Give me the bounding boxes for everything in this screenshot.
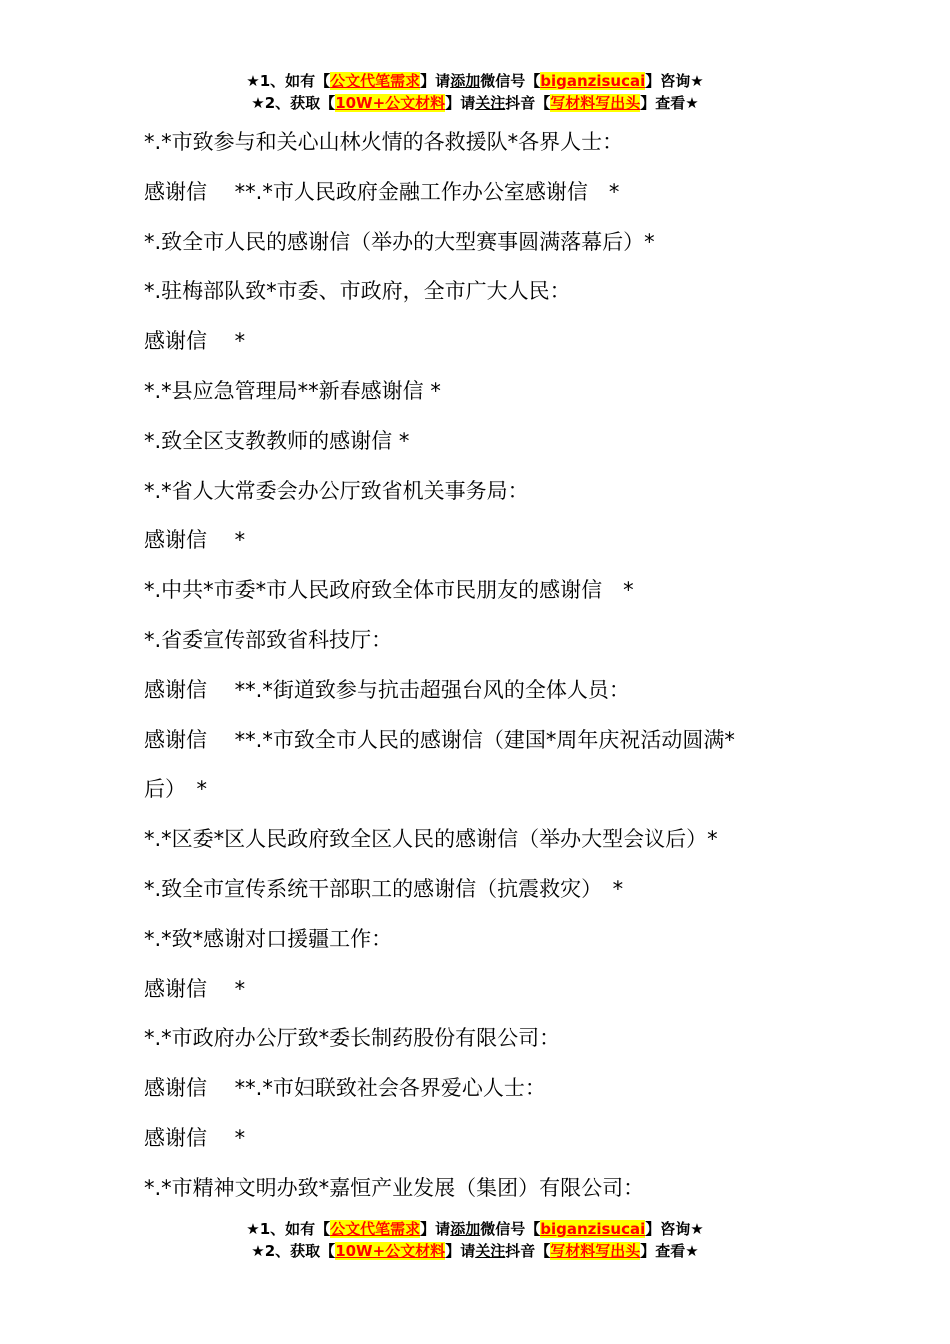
banner-line-1 — [0, 70, 950, 92]
body-line: 感谢信 * — [144, 976, 246, 1001]
banner-text: 】请 — [445, 94, 476, 112]
body-line: *.*区委*区人民政府致全区人民的感谢信（举办大型会议后）* — [144, 827, 718, 852]
banner-text: 微信号【 — [480, 72, 541, 90]
banner-text: 抖音【 — [505, 1242, 551, 1260]
body-line: 感谢信 * — [144, 528, 246, 553]
banner-text: 】咨询★ — [645, 72, 704, 90]
banner-text: 微信号【 — [480, 1220, 541, 1238]
banner-text: ★2、获取【 — [251, 94, 336, 112]
body-line: *.*致*感谢对口援疆工作： — [144, 926, 393, 951]
banner-highlight: 10W+公文材料 — [335, 94, 446, 112]
banner-text: 】请 — [420, 72, 451, 90]
body-line: 感谢信 * — [144, 1125, 246, 1150]
banner-text: ★1、如有【 — [246, 1220, 331, 1238]
banner-text: 】请 — [420, 1220, 451, 1238]
banner-line-2 — [0, 92, 950, 114]
footer-banner — [0, 1218, 950, 1262]
banner-highlight: 公文代笔需求 — [330, 1220, 421, 1238]
banner-highlight: biganzisucai — [540, 72, 646, 90]
banner-highlight: 10W+公文材料 — [335, 1242, 446, 1260]
body-line: *.*市致参与和关心山林火情的各救援队*各界人士： — [144, 130, 624, 154]
body-line: 感谢信 **.*市妇联致社会各界爱心人士： — [144, 1076, 546, 1101]
document-body — [144, 118, 824, 1214]
body-line: 感谢信 **.*市人民政府金融工作办公室感谢信 * — [144, 179, 620, 204]
body-line: *.中共*市委*市人民政府致全体市民朋友的感谢信 * — [144, 578, 634, 603]
body-line: *.*县应急管理局**新春感谢信 * — [144, 378, 441, 403]
body-line: 感谢信 * — [144, 329, 246, 354]
banner-text: 】查看★ — [640, 94, 699, 112]
banner-underline: 关注 — [475, 94, 506, 112]
body-line: *.致全区支教教师的感谢信 * — [144, 428, 410, 453]
banner-underline: 添加 — [450, 1220, 481, 1238]
banner-text: 】查看★ — [640, 1242, 699, 1260]
banner-text: ★1、如有【 — [246, 72, 331, 90]
body-line: *.*省人大常委会办公厅致省机关事务局： — [144, 478, 529, 503]
banner-highlight: 写材料写出头 — [550, 94, 641, 112]
body-line: *.*市精神文明办致*嘉恒产业发展（集团）有限公司： — [144, 1175, 645, 1200]
body-line: *.驻梅部队致*市委、市政府，全市广大人民： — [144, 279, 571, 304]
banner-line-2 — [0, 1240, 950, 1262]
banner-text: 抖音【 — [505, 94, 551, 112]
banner-highlight: biganzisucai — [540, 1220, 646, 1238]
body-line: *.致全市宣传系统干部职工的感谢信（抗震救灾） * — [144, 876, 624, 901]
header-banner — [0, 70, 950, 114]
banner-line-1 — [0, 1218, 950, 1240]
banner-highlight: 公文代笔需求 — [330, 72, 421, 90]
body-line: *.省委宣传部致省科技厅： — [144, 627, 393, 652]
body-line: *.致全市人民的感谢信（举办的大型赛事圆满落幕后）* — [144, 229, 655, 254]
banner-text: 】请 — [445, 1242, 476, 1260]
banner-text: 】咨询★ — [645, 1220, 704, 1238]
banner-underline: 添加 — [450, 72, 481, 90]
banner-highlight: 写材料写出头 — [550, 1242, 641, 1260]
body-line: *.*市政府办公厅致*委长制药股份有限公司： — [144, 1026, 561, 1051]
banner-text: ★2、获取【 — [251, 1242, 336, 1260]
body-line: 感谢信 **.*市致全市人民的感谢信（建国*周年庆祝活动圆满* — [144, 727, 735, 752]
body-line: 后） * — [144, 777, 207, 802]
banner-underline: 关注 — [475, 1242, 506, 1260]
body-line: 感谢信 **.*街道致参与抗击超强台风的全体人员： — [144, 677, 630, 702]
